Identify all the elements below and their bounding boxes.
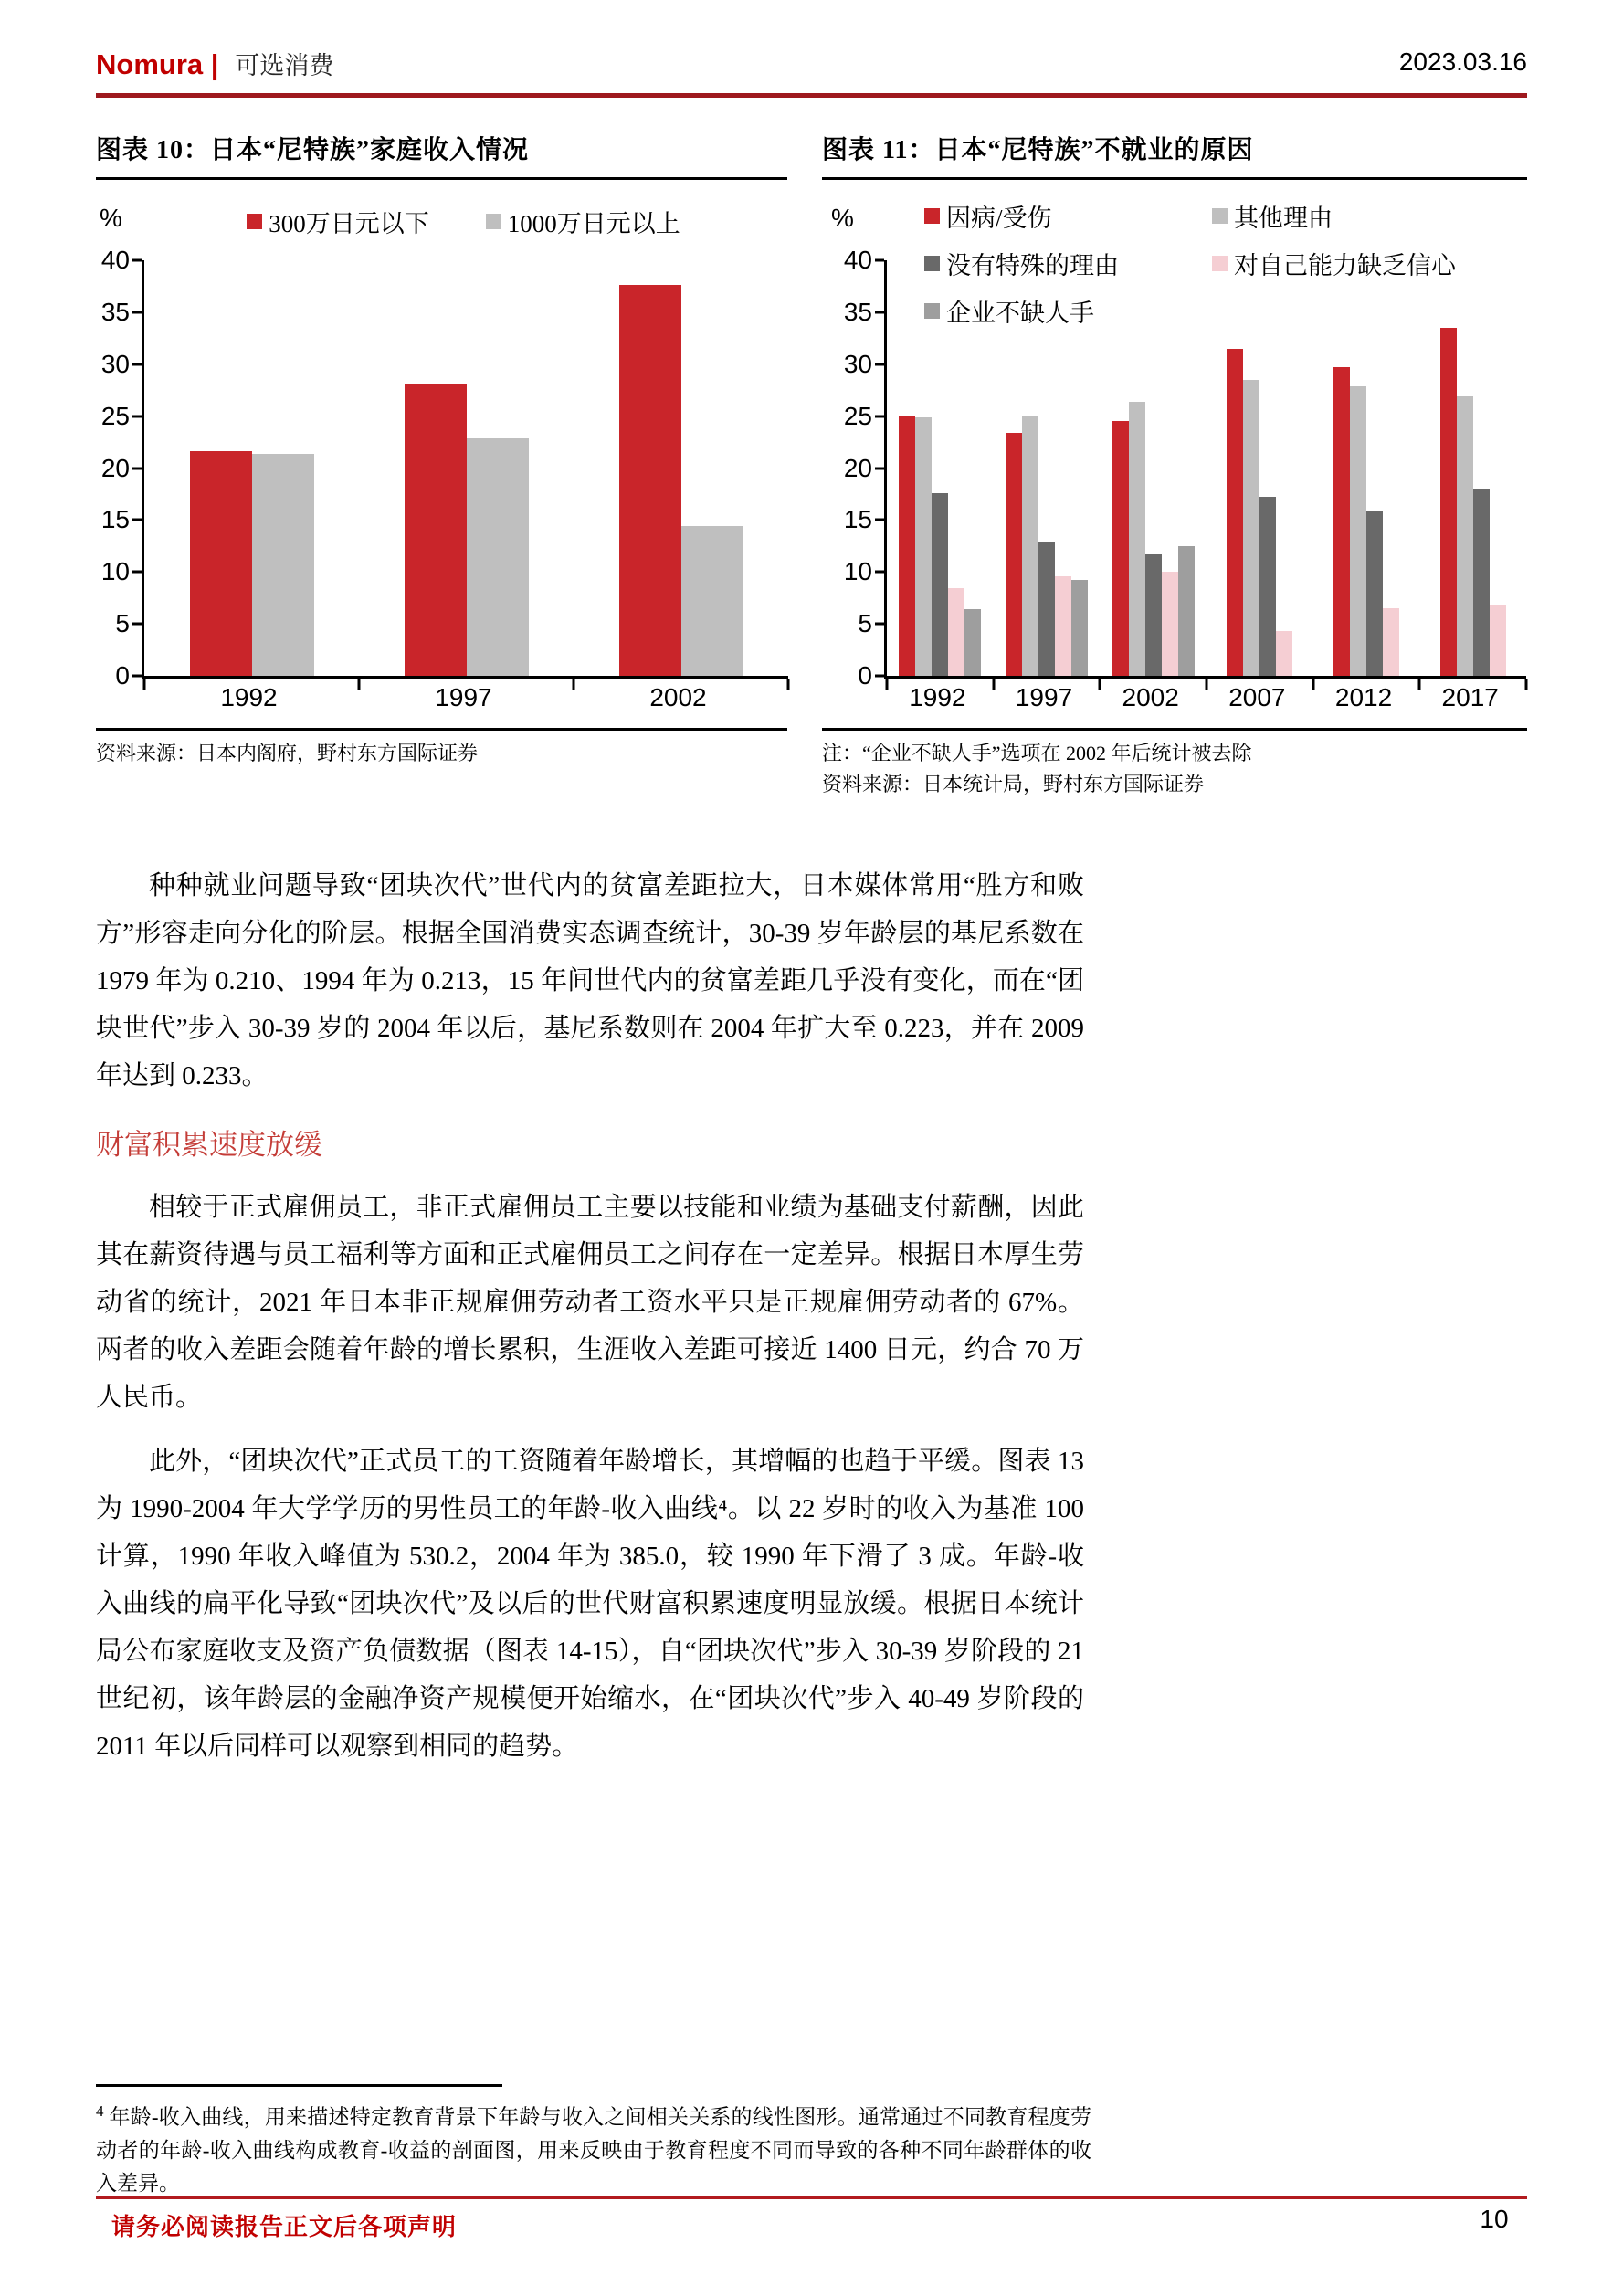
y-tick-label: 5 bbox=[115, 609, 130, 638]
footnote bbox=[96, 2095, 1091, 2200]
footer-disclaimer: 请务必阅读报告正文后各项声明 bbox=[111, 2214, 458, 2240]
y-tick-label: 0 bbox=[115, 661, 130, 690]
figure-11 bbox=[822, 130, 1527, 800]
y-tick-label: 40 bbox=[843, 246, 872, 274]
bar-groups bbox=[144, 260, 788, 676]
figure-10-title: 图表 10：日本“尼特族”家庭收入情况 bbox=[96, 130, 787, 180]
figure-11-chart bbox=[822, 180, 1527, 728]
x-axis-label: 1992 bbox=[220, 683, 278, 711]
y-tick-mark bbox=[132, 259, 142, 262]
bar-group-2007 bbox=[1207, 260, 1313, 676]
y-tick-mark bbox=[875, 259, 884, 262]
legend-label: 没有特殊的理由 bbox=[946, 252, 1119, 279]
bar bbox=[681, 526, 743, 676]
x-axis-label: 1992 bbox=[909, 683, 966, 711]
bar bbox=[1243, 380, 1259, 676]
y-tick-mark bbox=[875, 467, 884, 469]
bar bbox=[1162, 572, 1178, 676]
y-tick-mark bbox=[132, 571, 142, 574]
y-tick-mark bbox=[875, 363, 884, 365]
legend-label: 企业不缺人手 bbox=[946, 300, 1094, 327]
x-axis-label: 2017 bbox=[1441, 683, 1499, 711]
bar bbox=[1071, 580, 1088, 676]
legend-label: 其他理由 bbox=[1234, 205, 1333, 232]
y-tick-label: 25 bbox=[100, 401, 130, 430]
y-tick-mark bbox=[132, 311, 142, 313]
bar-groups bbox=[887, 260, 1526, 676]
bar bbox=[1006, 433, 1022, 676]
y-tick-mark bbox=[132, 415, 142, 417]
bar bbox=[1259, 497, 1276, 676]
bar-group-1997 bbox=[359, 260, 574, 676]
figure-11-note: 注：“企业不缺人手”选项在 2002 年后统计被去除 bbox=[822, 742, 1252, 764]
figure-10-x-axis-labels bbox=[142, 683, 785, 712]
footer-divider-rule bbox=[96, 2196, 1527, 2199]
paragraph-wage-gap: 相较于正式雇佣员工，非正式雇佣员工主要以技能和业绩为基础支付薪酬，因此其在薪资待遇与员工福利等方面和正式雇佣员工之间存在一定差异。根据日本厚生劳动省的统计，2021 年日本非正规雇佣劳动者工资水平只是正规雇佣劳动者的 67%。两者的收入差距会随着年龄的增长累积，生涯收入差距可接近 1400 日元，约合 70 万人民币。 bbox=[96, 1193, 1084, 1412]
bar bbox=[1145, 554, 1162, 676]
y-tick-mark bbox=[132, 519, 142, 521]
x-axis-label: 1997 bbox=[1015, 683, 1073, 711]
paragraph-age-income-curve: 此外，“团块次代”正式员工的工资随着年龄增长，其增幅的也趋于平缓。图表 13 为 1990-2004 年大学学历的男性员工的年龄-收入曲线⁴。以 22 岁时的收入为基准 100 计算，1990 年收入峰值为 530.2，2004 年为 385.0，较 1990 年下滑了 3 成。年龄-收入曲线的扁平化导致“团块次代”及以后的世代财富积累速度明显放缓。根据日本统计局公布家庭收支及资产负债数据（图表 14-15），自“团块次代”步入 30-39 岁阶段的 21 世纪初，该年龄层的金融净资产规模便开始缩水，在“团块次代”步入 40-49 岁阶段的 2011 年以后同样可以观察到相同的趋势。 bbox=[96, 1447, 1084, 1761]
paragraph-gini: 种种就业问题导致“团块次代”世代内的贫富差距拉大，日本媒体常用“胜方和败方”形容走向分化的阶层。根据全国消费实态调查统计，30-39 岁年龄层的基尼系数在 1979 年为 0.210、1994 年为 0.213，15 年间世代内的贫富差距几乎没有变化，而在“团块世代”步入 30-39 岁的 2004 年以后，基尼系数则在 2004 年扩大至 0.223，并在 2009 年达到 0.233。 bbox=[96, 871, 1084, 1090]
legend-swatch-icon bbox=[924, 208, 940, 224]
section-heading-wealth: 财富积累速度放缓 bbox=[96, 1129, 322, 1161]
legend-label: 因病/受伤 bbox=[946, 205, 1052, 232]
figure-11-source: 资料来源：日本统计局，野村东方国际证券 bbox=[822, 773, 1205, 795]
y-tick-label: 25 bbox=[843, 401, 872, 430]
header-date: 2023.03.16 bbox=[1398, 47, 1527, 76]
y-tick-label: 15 bbox=[100, 505, 130, 534]
y-tick-label: 5 bbox=[858, 609, 872, 638]
figure-11-y-axis-unit: % bbox=[831, 204, 854, 232]
bar-group-2002 bbox=[1100, 260, 1207, 676]
bar bbox=[1490, 605, 1506, 676]
figure-10-footer bbox=[96, 728, 787, 769]
figure-11-plot-area bbox=[843, 246, 1526, 690]
bar bbox=[1022, 416, 1038, 677]
y-tick-mark bbox=[875, 415, 884, 417]
y-tick-mark bbox=[875, 311, 884, 313]
y-tick-label: 10 bbox=[843, 557, 872, 586]
bar bbox=[1129, 402, 1145, 676]
x-axis-label: 2002 bbox=[1122, 683, 1179, 711]
bar bbox=[915, 417, 932, 676]
bar bbox=[1383, 608, 1399, 676]
legend-item bbox=[247, 204, 429, 239]
bar-group-1992 bbox=[887, 260, 994, 676]
figure-11-x-axis-labels bbox=[884, 683, 1523, 712]
x-axis-label: 2002 bbox=[649, 683, 707, 711]
legend-item bbox=[1212, 198, 1456, 234]
bar bbox=[1038, 542, 1055, 676]
y-tick-mark bbox=[875, 571, 884, 574]
legend-label: 300万日元以下 bbox=[269, 210, 429, 237]
legend-item bbox=[486, 204, 680, 239]
x-tick-mark bbox=[787, 679, 790, 690]
x-tick-mark bbox=[1525, 679, 1528, 690]
bar bbox=[1227, 349, 1243, 676]
figure-10 bbox=[96, 130, 787, 769]
header-sector-label: 可选消费 bbox=[235, 52, 334, 79]
bar bbox=[405, 384, 467, 676]
bar bbox=[1333, 367, 1350, 676]
y-tick-label: 10 bbox=[100, 557, 130, 586]
figure-11-title: 图表 11：日本“尼特族”不就业的原因 bbox=[822, 130, 1527, 180]
footnote-text: 年龄-收入曲线，用来描述特定教育背景下年龄与收入之间相关关系的线性图形。通常通过不同教育程度劳动者的年龄-收入曲线构成教育-收益的剖面图，用来反映由于教育程度不同而导致的各种不同年龄群体的收入差异。 bbox=[96, 2105, 1091, 2195]
bar bbox=[190, 451, 252, 676]
y-tick-mark bbox=[875, 519, 884, 521]
legend-swatch-icon bbox=[1212, 208, 1228, 224]
figure-10-legend bbox=[142, 204, 785, 239]
bar bbox=[932, 493, 948, 676]
header-divider-rule bbox=[96, 93, 1527, 98]
bar bbox=[1276, 631, 1292, 676]
y-tick-mark bbox=[132, 623, 142, 626]
bar bbox=[1055, 576, 1071, 676]
legend-swatch-icon bbox=[486, 214, 501, 229]
bar-group-2012 bbox=[1313, 260, 1420, 676]
footnote-separator bbox=[96, 2084, 502, 2087]
y-tick-label: 40 bbox=[100, 246, 130, 274]
bar bbox=[619, 285, 681, 676]
legend-item bbox=[924, 198, 1203, 234]
page-number: 10 bbox=[1480, 2205, 1509, 2233]
bar bbox=[1457, 396, 1473, 676]
y-tick-mark bbox=[132, 467, 142, 469]
body-text bbox=[96, 862, 1084, 1786]
legend-swatch-icon bbox=[247, 214, 262, 229]
bar bbox=[252, 454, 314, 676]
bar bbox=[1473, 489, 1490, 676]
x-axis-label: 2007 bbox=[1228, 683, 1286, 711]
bar bbox=[1350, 386, 1366, 676]
bar-group-2017 bbox=[1419, 260, 1526, 676]
bar bbox=[899, 416, 915, 676]
y-tick-label: 20 bbox=[843, 453, 872, 482]
brand-logo-text: Nomura | bbox=[96, 48, 219, 80]
y-tick-label: 35 bbox=[100, 297, 130, 326]
y-tick-mark bbox=[132, 675, 142, 678]
figure-11-footer bbox=[822, 728, 1527, 800]
y-tick-label: 30 bbox=[843, 349, 872, 378]
bar bbox=[964, 609, 981, 676]
footnote-marker: 4 bbox=[96, 2102, 104, 2120]
legend-label: 1000万日元以上 bbox=[507, 210, 680, 237]
y-tick-mark bbox=[875, 623, 884, 626]
bar bbox=[1112, 421, 1129, 676]
figure-10-plot-area bbox=[100, 246, 788, 690]
y-tick-mark bbox=[132, 363, 142, 365]
figure-10-source: 资料来源：日本内阁府，野村东方国际证券 bbox=[96, 742, 479, 764]
x-axis-label: 2012 bbox=[1334, 683, 1393, 711]
y-tick-label: 30 bbox=[100, 349, 130, 378]
y-tick-label: 15 bbox=[843, 505, 872, 534]
legend-label: 对自己能力缺乏信心 bbox=[1234, 252, 1456, 279]
bar bbox=[1440, 328, 1457, 676]
bar-group-1997 bbox=[994, 260, 1101, 676]
y-tick-label: 20 bbox=[100, 453, 130, 482]
figure-10-chart bbox=[96, 180, 787, 728]
figure-10-y-axis-unit: % bbox=[100, 204, 122, 232]
y-tick-label: 0 bbox=[858, 661, 872, 690]
bar bbox=[1366, 511, 1383, 676]
bar-group-1992 bbox=[144, 260, 359, 676]
x-axis-label: 1997 bbox=[435, 683, 492, 711]
y-tick-label: 35 bbox=[843, 297, 872, 326]
bar-group-2002 bbox=[574, 260, 788, 676]
bar bbox=[948, 588, 964, 676]
header-brand-area bbox=[96, 46, 333, 81]
bar bbox=[467, 438, 529, 676]
bar bbox=[1178, 546, 1195, 676]
y-tick-mark bbox=[875, 675, 884, 678]
